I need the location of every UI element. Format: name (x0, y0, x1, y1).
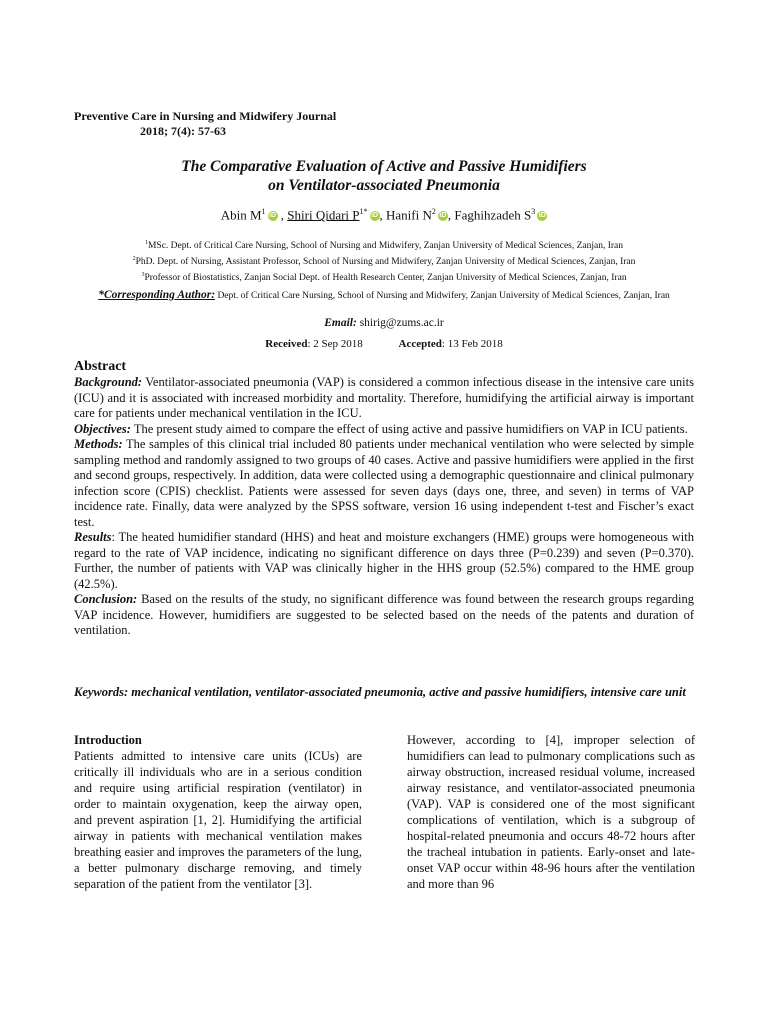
corresponding-label: *Corresponding Author: (98, 289, 216, 301)
email-label: Email: (324, 317, 357, 329)
paper-title (0, 157, 768, 195)
accepted-label: Accepted (398, 338, 442, 350)
abstract-section (74, 358, 694, 639)
accepted-date: : 13 Feb 2018 (441, 338, 503, 350)
affiliation-item: $^2$PhD. Dept. of Nursing, Assistant Professor, School of Nursing and Midwifery, Zanjan University of Medical Sciences, Zanjan, Iran (132, 256, 636, 268)
body-column-right (407, 732, 695, 892)
introduction-heading: Introduction (74, 733, 142, 747)
orcid-icon[interactable]: iD (269, 212, 277, 220)
author-name[interactable]: Abin M (220, 207, 262, 223)
email-link[interactable]: shirig@zums.ac.ir (356, 317, 444, 329)
author-list: Abin $M^1$ iD , Shiri Qidari $P^{1*}$ iD , Hanifi $N^2$ iD , Faghihzadeh $S^3$ iD (220, 207, 546, 223)
orcid-icon[interactable]: iD (538, 212, 546, 220)
title-line-1: The Comparative Evaluation of Active and Passive Humidifiers (181, 158, 587, 175)
affiliation-item: $^3$Professor of Biostatistics, Zanjan Social Dept. of Health Research Center, Zanjan University of Medical Sciences, Zanjan, Iran (141, 272, 627, 284)
abstract-methods: Methods: The samples of this clinical trial included 80 patients under mechanical ventilation who were selected by simple sampling method and randomly assigned to two groups of 40 cases. Active and passive humidifiers were applied in the first and second groups, respectively. In addition, data were collected using a demographic questionnaire and clinical pulmonary infection score (CPIS) checklist. Patients were assessed for seven days (days one, three, and seven) in terms of VAP incidence rate. Finally, data were analyzed by the SPSS software, version 16 using independent t-test and Fischer’s exact test. (74, 437, 694, 529)
received-label: Received (265, 338, 308, 350)
title-line-2: on Ventilator-associated Pneumonia (268, 177, 500, 194)
affiliations (0, 237, 768, 285)
abstract-background: Background: Ventilator-associated pneumonia (VAP) is considered a common infectious disease in the intensive care units (ICU) and it is associated with increased morbidity and mortality. Therefore, humidifying the artificial airway is important care for patients under mechanical ventilation in the ICU. (74, 375, 694, 420)
introduction-paragraph-continued: However, according to [4], improper selection of humidifiers can lead to pulmonary complications such as airway obstruction, increased residual volume, increased airway resistance, and ventilator-associated pneumonia (VAP). VAP is considered one of the most significant complications of ventilation, which is a subgroup of hospital-related pneumonia and occurs 48-72 hours after the tracheal intubation in patients. Early-onset and late-onset VAP occur within 48-96 hours after the ventilation and more than 96 (407, 733, 695, 891)
received-date: : 2 Sep 2018 (307, 338, 363, 350)
orcid-icon[interactable]: iD (439, 212, 447, 220)
journal-issue: 2018; 7(4): 57-63 (140, 124, 226, 138)
email-line (0, 317, 768, 329)
abstract-results: Results: The heated humidifier standard (HHS) and heat and moisture exchangers (HME) groups were homogeneous with regard to the rate of VAP incidence, indicating no significant difference on days three (P=0.239) and seven (P=0.370). Further, the number of patients with VAP was clinically higher in the HHS group (52.5%) compared to the HME group (42.5%). (74, 530, 694, 591)
corresponding-text: Dept. of Critical Care Nursing, School of Nursing and Midwifery, Zanjan University of Medical Sciences, Zanjan, Iran (215, 291, 670, 301)
dates-line (0, 338, 768, 350)
keywords: Keywords: mechanical ventilation, ventilator-associated pneumonia, active and passive humidifiers, intensive care unit (74, 685, 686, 699)
abstract-conclusion: Conclusion: Based on the results of the study, no significant difference was found between the research groups regarding VAP incidence. However, humidifiers are suggested to be selected based on the needs of the patents and duration of ventilation. (74, 592, 694, 637)
abstract-heading: Abstract (74, 359, 127, 374)
corresponding-author (74, 289, 694, 303)
abstract-objectives: Objectives: The present study aimed to compare the effect of using active and passive humidifiers on VAP in ICU patients. (74, 421, 688, 436)
introduction-paragraph: Patients admitted to intensive care units (ICUs) are critically ill individuals who are in a serious condition and require using artificial respiration (ventilator) in order to maintain oxygenation, keep the airway open, and prevent aspiration [1, 2]. Humidifying the artificial airway in patients with mechanical ventilation makes breathing easier and improves the parameters of the lung, a better pulmonary discharge removing, and timely separation of the patient from the ventilator [3]. (74, 749, 362, 891)
journal-header (74, 109, 336, 139)
author-name[interactable]: Shiri Qidari P (287, 207, 360, 223)
author-name[interactable]: Faghihzadeh S (454, 207, 532, 223)
affiliation-item: $^1$MSc. Dept. of Critical Care Nursing, School of Nursing and Midwifery, Zanjan University of Medical Sciences, Zanjan, Iran (144, 240, 624, 252)
orcid-icon[interactable]: iD (371, 212, 379, 220)
author-name[interactable]: Hanifi N (386, 207, 432, 223)
journal-name: Preventive Care in Nursing and Midwifery Journal (74, 109, 337, 123)
body-column-left (74, 732, 362, 892)
